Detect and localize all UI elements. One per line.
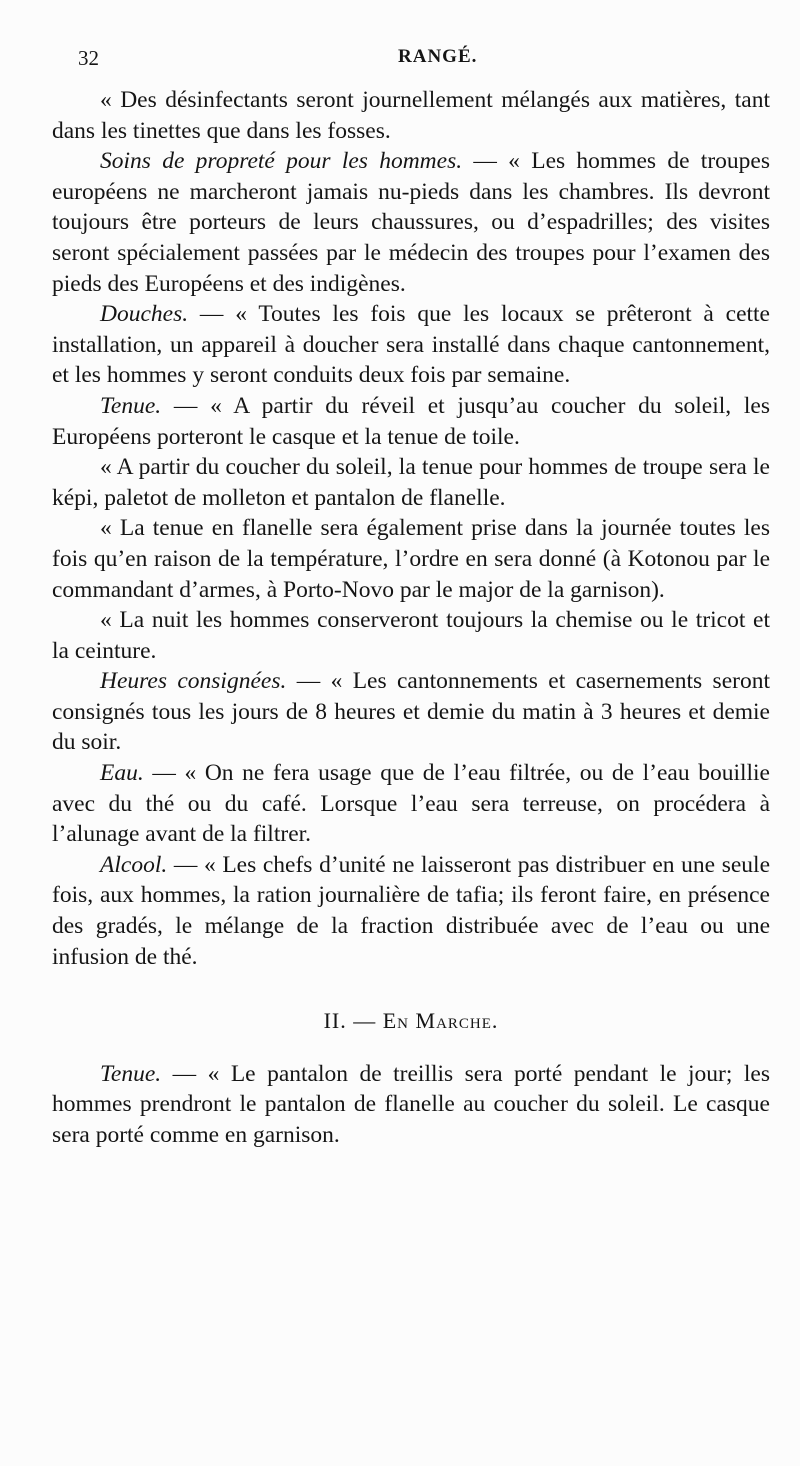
running-head: RANGÉ. [398,46,478,67]
paragraph-heading: Tenue. [100,392,162,419]
section-heading [52,1006,770,1037]
paragraph [52,452,770,513]
paragraph [52,850,770,972]
paragraph-text: — « Les cantonnements et casernements seront consignés tous les jours de 8 heures et demie du matin à 3 heures et demie du soir. [52,668,770,756]
body-text [52,85,770,1151]
paragraph [52,85,770,146]
paragraph-text: « Des désinfectants seront journellement mélangés aux matières, tant dans les tinettes que dans les fosses. [52,87,770,144]
paragraph [52,1059,770,1151]
paragraph [52,513,770,605]
paragraph [52,299,770,391]
page-header [78,46,770,76]
page-number: 32 [78,46,99,70]
paragraph [52,146,770,299]
paragraph-text: — « Les hommes de troupes européens ne marcheront jamais nu-pieds dans les chambres. Ils devront toujours être porteurs de leurs chaussures, ou d’espadrilles; des visites seront spécialement passées par le médecin des troupes pour l’examen des pieds des Européens et des indigènes. [52,148,770,297]
paragraph-text: « La tenue en flanelle sera également prise dans la journée toutes les fois qu’en raison de la température, l’ordre en sera donné (à Kotonou par le commandant d’armes, à Porto-Novo par le major de la garnison). [52,515,770,603]
paragraph-heading: Eau. [100,760,144,787]
paragraph [52,758,770,850]
paragraph-text: — « Les chefs d’unité ne laisseront pas distribuer en une seule fois, aux hommes, la ration journalière de tafia; ils feront faire, en présence des gradés, le mélange de la fraction distribuée avec de l’eau ou une infusion de thé. [52,851,770,970]
paragraph-text: — « Le pantalon de treillis sera porté pendant le jour; les hommes prendront le pantalon de flanelle au coucher du soleil. Le casque sera porté comme en garnison. [52,1060,770,1148]
paragraph-heading: Soins de propreté pour les hommes. [100,148,463,175]
paragraph [52,605,770,666]
paragraph [52,391,770,452]
paragraph-text: — « A partir du réveil et jusqu’au coucher du soleil, les Européens porteront le casque et la tenue de toile. [52,392,770,450]
paragraph [52,666,770,758]
paragraph-heading: Alcool. [100,851,168,878]
paragraph-heading: Tenue. [100,1060,162,1087]
section-title: En Marche. [382,1008,499,1034]
section-number: II. — [323,1008,377,1034]
paragraph-heading: Douches. [100,301,189,328]
paragraph-text: « A partir du coucher du soleil, la tenue pour hommes de troupe sera le képi, paletot de molleton et pantalon de flanelle. [52,454,770,511]
paragraph-text: — « On ne fera usage que de l’eau filtrée, ou de l’eau bouillie avec du thé ou du café. Lorsque l’eau sera terreuse, on procédera à l’alunage avant de la filtrer. [52,760,770,848]
paragraph-text: « La nuit les hommes conserveront toujours la chemise ou le tricot et la ceinture. [52,607,770,664]
paragraph-text: — « Toutes les fois que les locaux se prêteront à cette installation, un appareil à doucher sera installé dans chaque cantonnement, et les hommes y seront conduits deux fois par semaine. [52,301,770,389]
paragraph-heading: Heures consignées. [100,668,287,695]
